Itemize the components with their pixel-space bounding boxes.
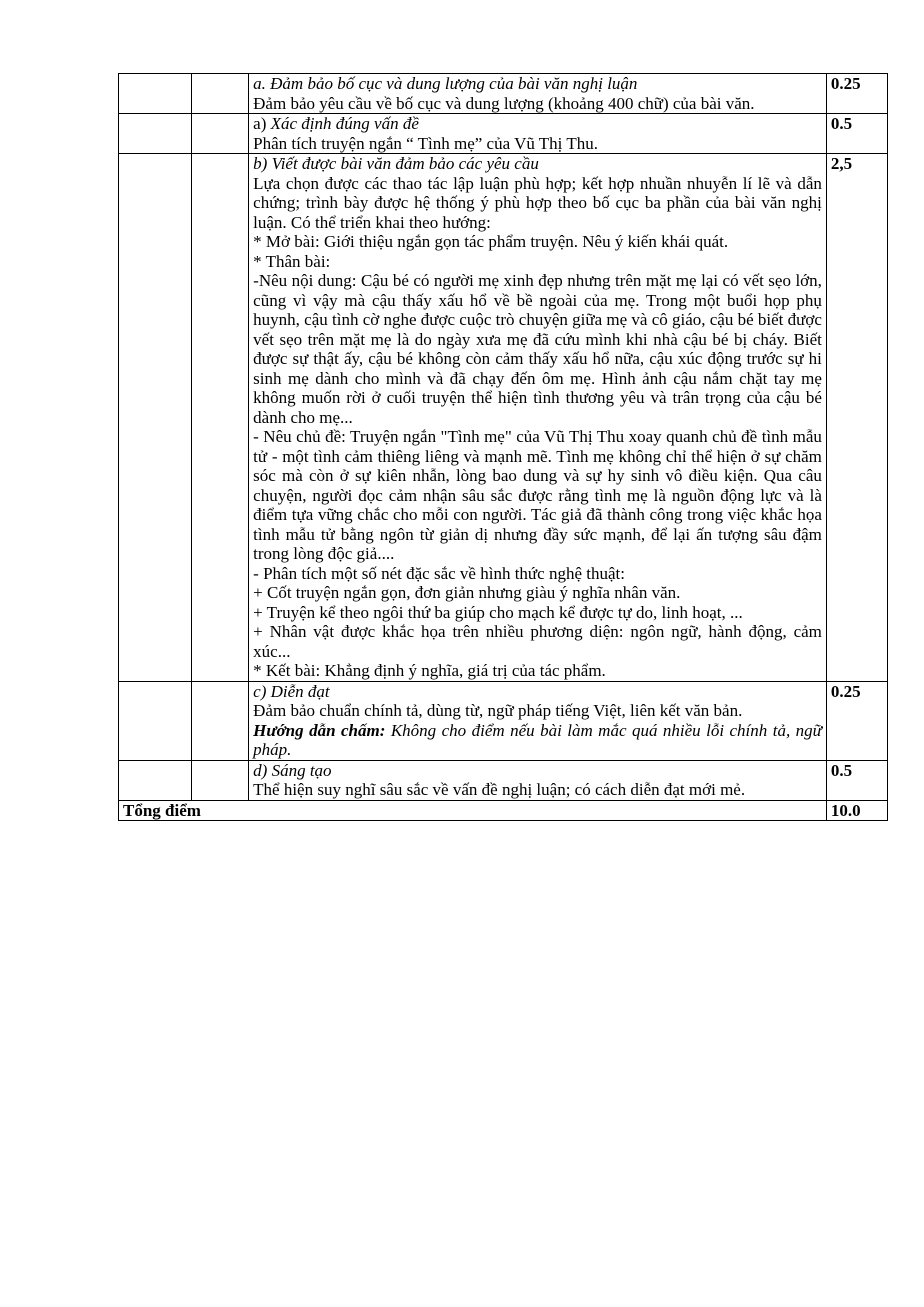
- criteria-cell: [249, 114, 827, 154]
- grading-guide: [253, 721, 822, 760]
- empty-cell: [192, 681, 249, 760]
- table-row: [119, 154, 888, 682]
- criteria-text: + Nhân vật được khắc họa trên nhiều phương diện: ngôn ngữ, hành động, cảm xúc...: [253, 622, 822, 661]
- table-row: [119, 114, 888, 154]
- criteria-text: * Mở bài: Giới thiệu ngắn gọn tác phẩm truyện. Nêu ý kiến khái quát.: [253, 232, 729, 251]
- criteria-cell: [249, 681, 827, 760]
- empty-cell: [192, 154, 249, 682]
- empty-cell: [192, 760, 249, 800]
- grading-guide-text: Không cho điểm nếu bài làm mắc quá nhiều lỗi chính tả, ngữ pháp.: [253, 720, 822, 759]
- criteria-heading-italic: Xác định đúng vấn đề: [270, 114, 419, 133]
- empty-cell: [192, 74, 249, 114]
- score-cell: 0.25: [826, 681, 887, 760]
- score-cell: 2,5: [826, 154, 887, 682]
- criteria-text: Thể hiện suy nghĩ sâu sắc về vấn đề nghị luận; có cách diễn đạt mới mẻ.: [253, 780, 746, 799]
- empty-cell: [119, 114, 192, 154]
- table-row: [119, 760, 888, 800]
- table-row: [119, 681, 888, 760]
- criteria-text: + Truyện kể theo ngôi thứ ba giúp cho mạch kể được tự do, linh hoạt, ...: [253, 602, 743, 622]
- criteria-heading: c) Diễn đạt: [253, 681, 330, 701]
- criteria-text: Đảm bảo chuẩn chính tả, dùng từ, ngữ pháp tiếng Việt, liên kết văn bản.: [253, 701, 743, 720]
- criteria-text: -Nêu nội dung: Cậu bé có người mẹ xinh đẹp nhưng trên mặt mẹ lại có vết sẹo lớn, cũng vì vậy mà cậu thấy xấu hổ về bề ngoài của mẹ. Trong một buổi họp phụ huynh, cậu tình cờ nghe được cuộc trò chuyện giữa mẹ và cô giáo, cậu bé biết được vết sẹo trên mặt mẹ là do ngày xưa mẹ đã cứu mình khi nhà cậu bé bị cháy. Biết được sự thật ấy, cậu bé không còn cảm thấy xấu hổ nữa, cậu xúc động trước sự hi sinh mẹ dành cho mình và đã chạy đến ôm mẹ. Hình ảnh cậu nắm chặt tay mẹ không muốn rời ở cuối truyện thể hiện tình thương yêu và trân trọng của cậu bé dành cho mẹ...: [253, 271, 822, 427]
- criteria-heading: b) Viết được bài văn đảm bảo các yêu cầu: [253, 154, 539, 173]
- criteria-heading: [253, 114, 822, 134]
- criteria-text: - Phân tích một số nét đặc sắc về hình thức nghệ thuật:: [253, 563, 625, 583]
- criteria-text: Đảm bảo yêu cầu về bố cục và dung lượng (khoảng 400 chữ) của bài văn.: [253, 93, 755, 113]
- criteria-cell: [249, 154, 827, 682]
- criteria-text: Lựa chọn được các thao tác lập luận phù hợp; kết hợp nhuần nhuyễn lí lẽ và dẫn chứng; trình bày được hệ thống ý phù hợp theo bố cục ba phần của bài văn nghị luận. Có thể triển khai theo hướng:: [253, 173, 822, 232]
- criteria-heading-prefix: a): [253, 114, 271, 133]
- criteria-text: - Nêu chủ đề: Truyện ngắn "Tình mẹ" của Vũ Thị Thu xoay quanh chủ đề tình mẫu tử - một tình cảm thiêng liêng và mạnh mẽ. Tình mẹ không chỉ thể hiện ở sự chăm sóc mà còn ở sự kiên nhẫn, lòng bao dung và sự hy sinh vô điều kiện. Qua câu chuyện, người đọc cảm nhận sâu sắc được rằng tình mẹ là nguồn động lực và là điểm tựa vững chắc cho mỗi con người. Tác giả đã thành công trong việc khắc họa tình mẫu tử bằng ngôn từ giản dị nhưng đầy sức mạnh, để lại ấn tượng sâu đậm trong lòng độc giả....: [253, 427, 822, 563]
- empty-cell: [119, 760, 192, 800]
- score-cell: 0.5: [826, 114, 887, 154]
- score-cell: 0.25: [826, 74, 887, 114]
- total-label: Tổng điểm: [119, 800, 827, 821]
- criteria-cell: [249, 760, 827, 800]
- empty-cell: [119, 74, 192, 114]
- criteria-heading: a. Đảm bảo bố cục và dung lượng của bài văn nghị luận: [253, 74, 638, 93]
- table-row: [119, 74, 888, 114]
- grading-table: [118, 73, 888, 821]
- grading-guide-label: Hướng dẫn chấm:: [253, 720, 386, 740]
- criteria-text: * Thân bài:: [253, 251, 331, 271]
- criteria-heading: d) Sáng tạo: [253, 760, 332, 780]
- score-cell: 0.5: [826, 760, 887, 800]
- criteria-text: + Cốt truyện ngắn gọn, đơn giản nhưng giàu ý nghĩa nhân văn.: [253, 583, 681, 602]
- total-score: 10.0: [826, 800, 887, 821]
- empty-cell: [119, 681, 192, 760]
- total-row: [119, 800, 888, 821]
- criteria-text: * Kết bài: Khẳng định ý nghĩa, giá trị của tác phẩm.: [253, 661, 606, 680]
- criteria-cell: [249, 74, 827, 114]
- empty-cell: [119, 154, 192, 682]
- criteria-text: Phân tích truyện ngắn “ Tình mẹ” của Vũ Thị Thu.: [253, 133, 598, 153]
- empty-cell: [192, 114, 249, 154]
